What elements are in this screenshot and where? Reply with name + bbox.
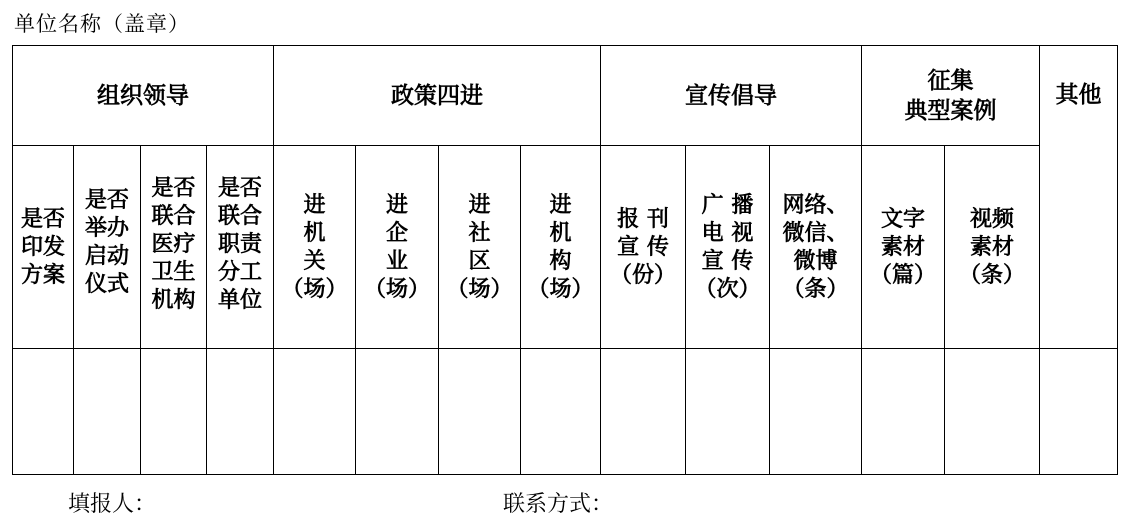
subheader-print-media: 报 刊 宣 传 （份） xyxy=(601,146,686,349)
cell-into-institution[interactable] xyxy=(521,349,601,475)
cell-broadcast-tv[interactable] xyxy=(686,349,770,475)
cell-text-material[interactable] xyxy=(862,349,945,475)
subheader-into-government: 进 机 关 （场） xyxy=(274,146,356,349)
cell-into-government[interactable] xyxy=(274,349,356,475)
contact-label: 联系方式： xyxy=(503,492,614,517)
cell-plan-issued[interactable] xyxy=(13,349,74,475)
cell-launch-ceremony[interactable] xyxy=(74,349,141,475)
group-org-leadership: 组织领导 xyxy=(13,46,274,146)
subheader-plan-issued: 是否 印发 方案 xyxy=(13,146,74,349)
subheader-into-institution: 进 机 构 （场） xyxy=(521,146,601,349)
group-header-row xyxy=(13,46,1118,146)
group-case-collection: 征集 典型案例 xyxy=(862,46,1040,146)
filler-label: 填报人： xyxy=(68,492,157,517)
cell-online-media[interactable] xyxy=(770,349,862,475)
data-entry-row xyxy=(13,349,1118,475)
unit-name-label: 单位名称（盖章） xyxy=(14,12,190,36)
subheader-text-material: 文字 素材 （篇） xyxy=(862,146,945,349)
report-table xyxy=(12,45,1118,475)
subheader-joint-duty-units: 是否 联合 职责 分工 单位 xyxy=(207,146,274,349)
subheader-into-community: 进 社 区 （场） xyxy=(439,146,521,349)
subheader-into-enterprise: 进 企 业 （场） xyxy=(356,146,439,349)
subheader-online-media: 网络、 微信、 微博 （条） xyxy=(770,146,862,349)
cell-joint-medical[interactable] xyxy=(141,349,207,475)
group-other: 其他 xyxy=(1040,46,1118,349)
cell-into-community[interactable] xyxy=(439,349,521,475)
cell-print-media[interactable] xyxy=(601,349,686,475)
subheader-joint-medical: 是否 联合 医疗 卫生 机构 xyxy=(141,146,207,349)
subheader-launch-ceremony: 是否 举办 启动 仪式 xyxy=(74,146,141,349)
group-promotion: 宣传倡导 xyxy=(601,46,862,146)
subheader-video-material: 视频 素材 （条） xyxy=(945,146,1040,349)
subheader-broadcast-tv: 广 播 电 视 宣 传 （次） xyxy=(686,146,770,349)
cell-into-enterprise[interactable] xyxy=(356,349,439,475)
cell-other[interactable] xyxy=(1040,349,1118,475)
cell-joint-duty-units[interactable] xyxy=(207,349,274,475)
sub-header-row xyxy=(13,146,1118,349)
group-policy-four-entries: 政策四进 xyxy=(274,46,601,146)
cell-video-material[interactable] xyxy=(945,349,1040,475)
